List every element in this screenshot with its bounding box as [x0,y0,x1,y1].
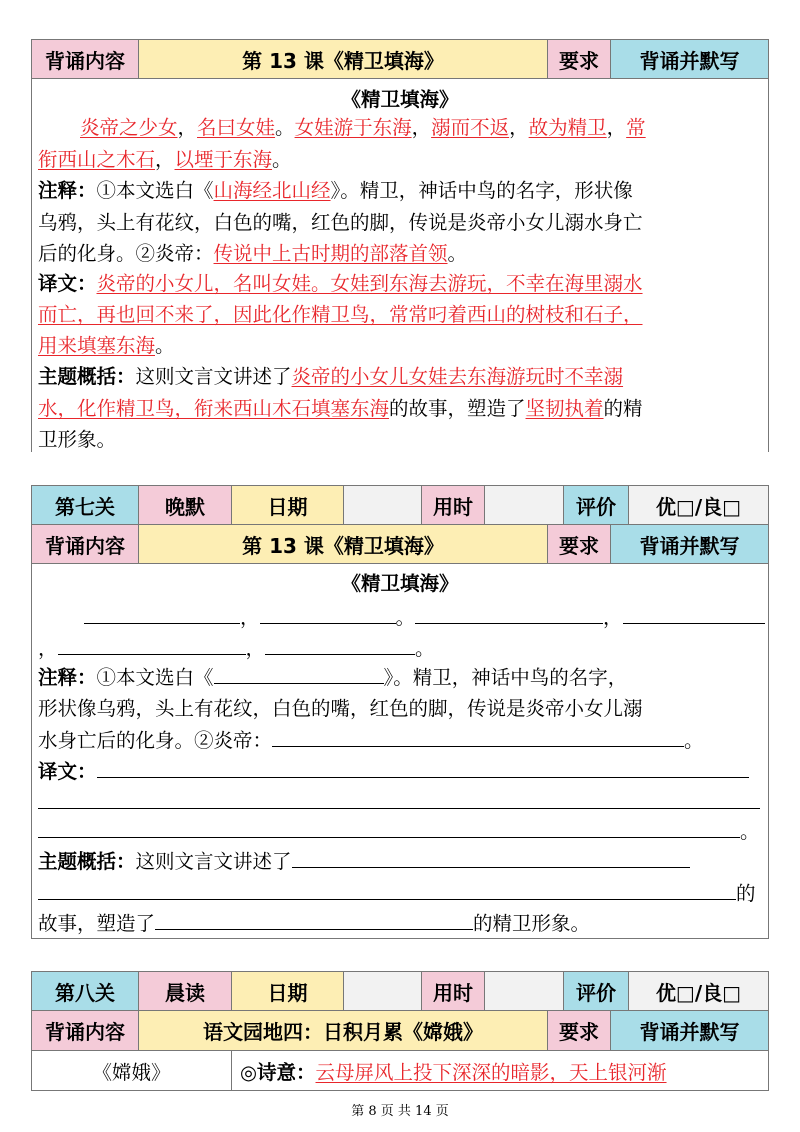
theme-line-3: 卫形象。 [38,428,117,451]
content-label: 背诵内容 [31,524,139,564]
blank[interactable] [97,755,749,778]
evaluation-label: 评价 [563,485,629,525]
translation-line-2-blank[interactable] [38,808,760,809]
blank[interactable] [292,845,690,868]
time-label: 用时 [421,971,485,1011]
original-text-line-1: 炎帝之少女，名曰女娃。女娃游于东海，溺而不返，故为精卫，常 [80,116,646,139]
translation-line-3: 用来填塞东海。 [38,334,175,357]
text-title: 《精卫填海》 [341,88,459,111]
blank[interactable] [155,907,473,930]
date-field[interactable] [343,971,422,1011]
time-label: 用时 [421,485,485,525]
evaluation-options[interactable]: 优□/良□ [628,485,769,525]
poem-meaning: ◎诗意： 云母屏风上投下深深的暗影，天上银河渐 [231,1050,769,1091]
blank[interactable] [415,601,603,624]
dictation-line-1: ， 。 ， [38,601,762,634]
date-label: 日期 [231,971,344,1011]
session-type: 晚默 [138,485,232,525]
note-line-3: 后的化身。②炎帝：传说中上古时期的部落首领。 [38,242,468,265]
blank[interactable] [623,601,765,624]
time-field[interactable] [484,971,564,1011]
note-line-1: 注释：①本文选白《山海经北山经》。精卫，神话中鸟的名字，形状像 [38,179,633,202]
content-label: 背诵内容 [31,39,139,79]
translation-line-1: 译文：炎帝的小女儿，名叫女娃。女娃到东海去游玩，不幸在海里溺水 [38,272,643,295]
blank[interactable] [38,877,736,900]
dictation-line-2: ， ， 。 [38,632,762,665]
blank[interactable] [38,815,740,838]
requirement-value: 背诵并默写 [610,1010,769,1051]
level-label: 第七关 [31,485,139,525]
note-line-2: 形状像乌鸦，头上有花纹，白色的嘴，红色的脚，传说是炎帝小女儿溺 [38,697,643,720]
session-type: 晨读 [138,971,232,1011]
note-line-1: 注释：①本文选白《 》。精卫，神话中鸟的名字， [38,661,762,694]
theme-line-3: 故事，塑造了 的精卫形象。 [38,907,762,940]
date-label: 日期 [231,485,344,525]
theme-line-1: 主题概括：这则文言文讲述了 [38,845,762,878]
blank[interactable] [260,601,396,624]
note-line-3: 水身亡后的化身。②炎帝： 。 [38,724,762,757]
translation-line-1: 译文： [38,755,762,788]
lesson-title: 第 13 课《精卫填海》 [138,524,548,564]
blank[interactable] [272,724,684,747]
requirement-label: 要求 [547,1010,611,1051]
evaluation-label: 评价 [563,971,629,1011]
evaluation-options[interactable]: 优□/良□ [628,971,769,1011]
theme-line-2: 的 [38,877,762,910]
requirement-value: 背诵并默写 [610,524,769,564]
date-field[interactable] [343,485,422,525]
content-label: 背诵内容 [31,1010,139,1051]
text-title: 《精卫填海》 [341,572,459,595]
theme-line-1: 主题概括：这则文言文讲述了炎帝的小女儿女娃去东海游玩时不幸溺 [38,365,624,388]
original-text-line-2: 衔西山之木石，以堙于东海。 [38,148,292,171]
level-label: 第八关 [31,971,139,1011]
poem-title: 《嫦娥》 [31,1050,232,1091]
lesson-title: 第 13 课《精卫填海》 [138,39,548,79]
lesson-title: 语文园地四：日积月累《嫦娥》 [138,1010,548,1051]
note-line-2: 乌鸦，头上有花纹，白色的嘴，红色的脚，传说是炎帝小女儿溺水身亡 [38,211,643,234]
translation-line-2: 而亡，再也回不来了，因此化作精卫鸟，常常叼着西山的树枝和石子， [38,303,643,326]
page-footer: 第 8 页 共 14 页 [351,1104,449,1119]
time-field[interactable] [484,485,564,525]
blank[interactable] [214,661,384,684]
requirement-label: 要求 [547,524,611,564]
requirement-label: 要求 [547,39,611,79]
blank[interactable] [58,632,246,655]
theme-line-2: 水，化作精卫鸟，衔来西山木石填塞东海的故事，塑造了坚韧执着的精 [38,397,643,420]
blank[interactable] [84,601,240,624]
requirement-value: 背诵并默写 [610,39,769,79]
blank[interactable] [265,632,415,655]
translation-line-3: 。 [38,815,762,848]
